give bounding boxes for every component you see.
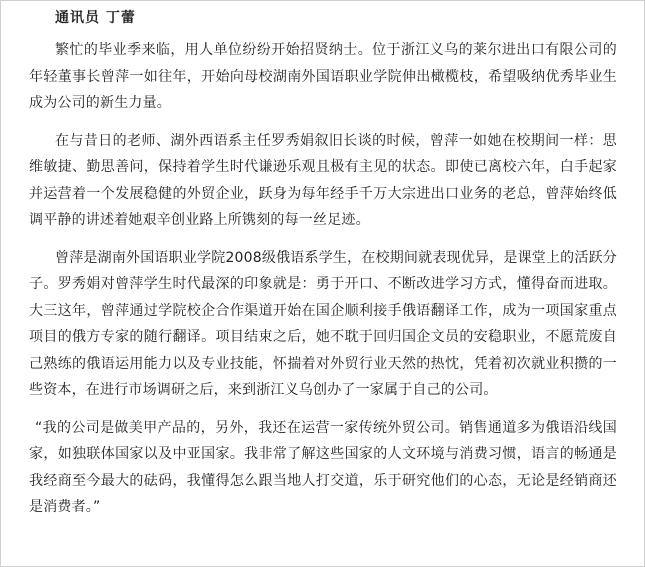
article-byline: 通讯员 丁蕾 xyxy=(55,10,136,26)
article-body xyxy=(29,7,617,532)
paragraph-2: 在与昔日的老师、湖外西语系主任罗秀娟叙旧长谈的时候，曾萍一如她在校期间一样：思维敏捷、勤思善问，保持着学生时代谦逊乐观且极有主见的状态。即使已离校六年，白手起家并运营着一个发展稳健的外贸企业，跃身为每年经手千万大宗进出口业务的老总，曾萍始终低调平静的讲述着她艰辛创业路上所镌刻的每一丝足迹。 xyxy=(29,132,617,228)
paragraph-3: 曾萍是湖南外国语职业学院2008级俄语系学生，在校期间就表现优异，是课堂上的活跃分子。罗秀娟对曾萍学生时代最深的印象就是：勇于开口、不断改进学习方式，懂得奋而进取。大三这年，曾萍通过学院校企合作渠道开始在国企顺利接手俄语翻译工作，成为一项国家重点项目的俄方专家的随行翻译。项目结束之后，她不耽于回归国企文员的安稳职业，不愿荒废自己熟练的俄语运用能力以及专业技能，怀揣着对外贸行业天然的热忱，凭着初次就业积攒的一些资本，在进行市场调研之后，来到浙江义乌创办了一家属于自己的公司。 xyxy=(29,249,617,398)
paragraph-4-quote: “我的公司是做美甲产品的，另外，我还在运营一家传统外贸公司。销售通道多为俄语沿线国家，如独联体国家以及中亚国家。我非常了解这些国家的人文环境与消费习惯，语言的畅通是我经商至今最大的砝码，我懂得怎么跟当地人打交道，乐于研究他们的心态，无论是经销商还是消费者。” xyxy=(29,419,617,515)
paragraph-1: 繁忙的毕业季来临，用人单位纷纷开始招贤纳士。位于浙江义乌的莱尔进出口有限公司的年轻董事长曾萍一如往年，开始向母校湖南外国语职业学院伸出橄榄枝，希望吸纳优秀毕业生成为公司的新生力量。 xyxy=(29,42,617,111)
